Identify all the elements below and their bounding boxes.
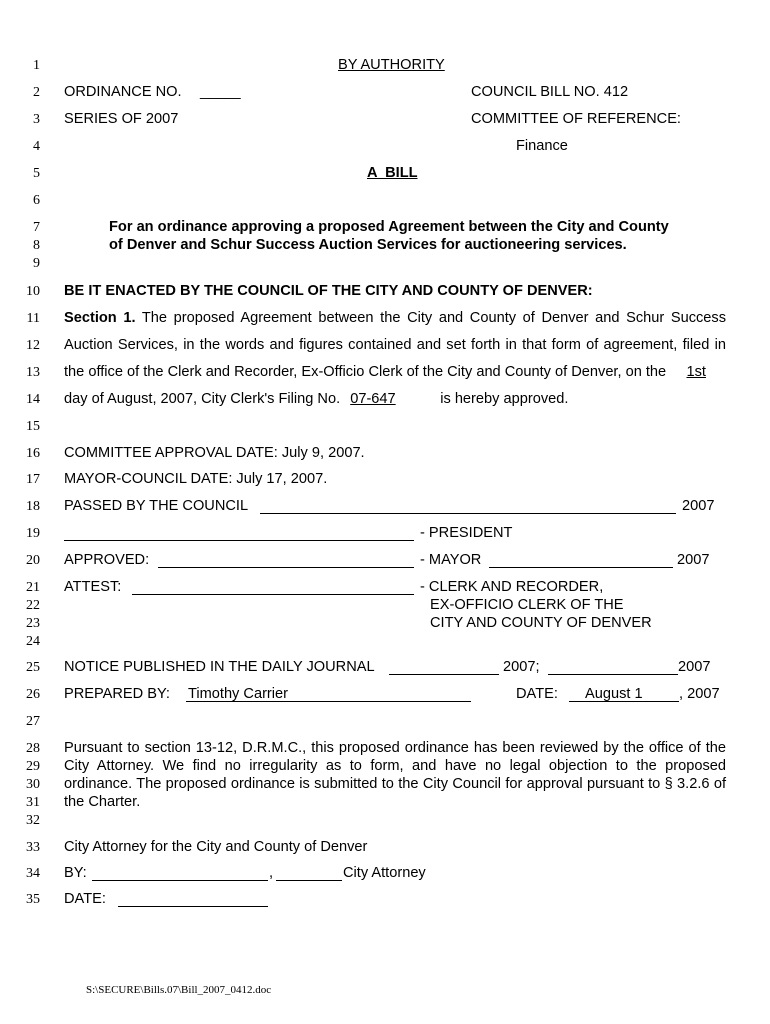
section1-line3-text: the office of the Clerk and Recorder, Ex-Officio Clerk of the City and County of Denver, on the	[64, 364, 667, 380]
section1-line1-text: The proposed Agreement between the City and County of Denver and Schur Success	[141, 310, 727, 326]
attorney-name-line	[276, 880, 342, 881]
a-bill-heading: A BILL	[367, 165, 418, 181]
preparer-name: Timothy Carrier	[188, 686, 289, 702]
line-number: 17	[26, 472, 40, 487]
line-number: 32	[26, 813, 40, 828]
attorney-para-line2: City Attorney. We find no irregularity as to form, and have no legal objection to the proposed	[64, 758, 726, 774]
mayor-label: - MAYOR	[420, 552, 482, 568]
section1-line2: Auction Services, in the words and figures contained and set forth in that form of agreement, filed in	[64, 337, 726, 353]
line-number: 35	[26, 892, 40, 907]
line-number: 31	[26, 795, 40, 810]
line-number: 3	[33, 112, 40, 127]
line-number: 6	[33, 193, 40, 208]
section1-line4-text: day of August, 2007, City Clerk's Filing No.	[64, 391, 341, 407]
attorney-signature-line	[92, 880, 268, 881]
attorney-by-label: BY:	[64, 865, 87, 881]
line-number: 27	[26, 714, 40, 729]
attest-label: ATTEST:	[64, 579, 122, 595]
clerk-title-line2: EX-OFFICIO CLERK OF THE	[430, 597, 624, 613]
prepared-by-label: PREPARED BY:	[64, 686, 170, 702]
line-number: 15	[26, 419, 40, 434]
line-number: 20	[26, 553, 40, 568]
notice-year2: 2007	[678, 659, 711, 675]
section1-line4	[64, 391, 568, 407]
line-number: 12	[26, 338, 40, 353]
section1-line3	[64, 364, 728, 380]
series-label: SERIES OF 2007	[64, 111, 179, 127]
preparer-line	[186, 701, 471, 702]
passed-signature-line	[260, 513, 676, 514]
notice-year1: 2007;	[503, 659, 540, 675]
attorney-date-line	[118, 906, 268, 907]
line-number: 19	[26, 526, 40, 541]
line-number: 30	[26, 777, 40, 792]
by-authority-heading: BY AUTHORITY	[338, 57, 445, 73]
filing-day: 1st	[686, 364, 706, 380]
notice-date-line1	[389, 674, 499, 675]
committee-of-reference-value: Finance	[516, 138, 568, 154]
clerk-title-line1: - CLERK AND RECORDER,	[420, 579, 604, 595]
attorney-comma: ,	[269, 865, 274, 881]
city-attorney-label: City Attorney	[343, 865, 426, 881]
line-number: 28	[26, 741, 40, 756]
line-number: 14	[26, 392, 40, 407]
attorney-date-label: DATE:	[64, 891, 106, 907]
section1-line4-post: is hereby approved.	[440, 391, 569, 407]
line-number: 29	[26, 759, 40, 774]
line-number: 9	[33, 256, 40, 271]
prepared-date-label: DATE:	[516, 686, 558, 702]
line-number: 5	[33, 166, 40, 181]
document-path-footer: S:\SECURE\Bills.07\Bill_2007_0412.doc	[86, 984, 272, 996]
line-number: 10	[26, 284, 40, 299]
line-number: 25	[26, 660, 40, 675]
notice-published-label: NOTICE PUBLISHED IN THE DAILY JOURNAL	[64, 659, 375, 675]
line-number: 16	[26, 446, 40, 461]
committee-of-reference-label: COMMITTEE OF REFERENCE:	[471, 111, 681, 127]
attorney-para-line3: ordinance. The proposed ordinance is submitted to the City Council for approval pursuant to § 3.2.6 of	[64, 776, 726, 792]
line-number: 7	[33, 220, 40, 235]
line-number: 26	[26, 687, 40, 702]
city-attorney-office: City Attorney for the City and County of Denver	[64, 839, 368, 855]
mayor-date-line	[489, 567, 673, 568]
line-number: 13	[26, 365, 40, 380]
section1-line1	[64, 310, 726, 326]
passed-year: 2007	[682, 498, 715, 514]
line-number: 23	[26, 616, 40, 631]
committee-approval-date: COMMITTEE APPROVAL DATE: July 9, 2007.	[64, 445, 365, 461]
prepared-date: August 1	[585, 686, 643, 702]
filing-number: 07-647	[350, 391, 396, 407]
approved-year: 2007	[677, 552, 710, 568]
line-number: 24	[26, 634, 40, 649]
council-bill-number: COUNCIL BILL NO. 412	[471, 84, 629, 100]
president-signature-line	[64, 540, 414, 541]
ordinance-title-line2: of Denver and Schur Success Auction Services for auctioneering services.	[109, 237, 627, 253]
ordinance-title-line1: For an ordinance approving a proposed Agreement between the City and County	[109, 219, 669, 235]
line-number: 18	[26, 499, 40, 514]
clerk-title-line3: CITY AND COUNTY OF DENVER	[430, 615, 652, 631]
attorney-para-line4: the Charter.	[64, 794, 141, 810]
section1-label: Section 1.	[64, 310, 136, 326]
prepared-date-line	[569, 701, 679, 702]
ordinance-number-blank: _____	[200, 84, 241, 100]
approved-label: APPROVED:	[64, 552, 150, 568]
line-number: 11	[26, 311, 40, 326]
line-number: 33	[26, 840, 40, 855]
line-number: 22	[26, 598, 40, 613]
mayor-council-date: MAYOR-COUNCIL DATE: July 17, 2007.	[64, 471, 328, 487]
president-label: - PRESIDENT	[420, 525, 513, 541]
attorney-para-line1: Pursuant to section 13-12, D.R.M.C., this proposed ordinance has been reviewed by the office of the	[64, 740, 726, 756]
approved-signature-line	[158, 567, 414, 568]
line-number: 2	[33, 85, 40, 100]
prepared-year: , 2007	[679, 686, 720, 702]
line-number: 8	[33, 238, 40, 253]
ordinance-number-label: ORDINANCE NO.	[64, 84, 182, 100]
attest-signature-line	[132, 594, 414, 595]
enacting-clause: BE IT ENACTED BY THE COUNCIL OF THE CITY AND COUNTY OF DENVER:	[64, 283, 593, 299]
line-number: 21	[26, 580, 40, 595]
line-number: 1	[33, 58, 40, 73]
line-number: 34	[26, 866, 40, 881]
line-number: 4	[33, 139, 40, 154]
passed-by-council-label: PASSED BY THE COUNCIL	[64, 498, 249, 514]
notice-date-line2	[548, 674, 678, 675]
